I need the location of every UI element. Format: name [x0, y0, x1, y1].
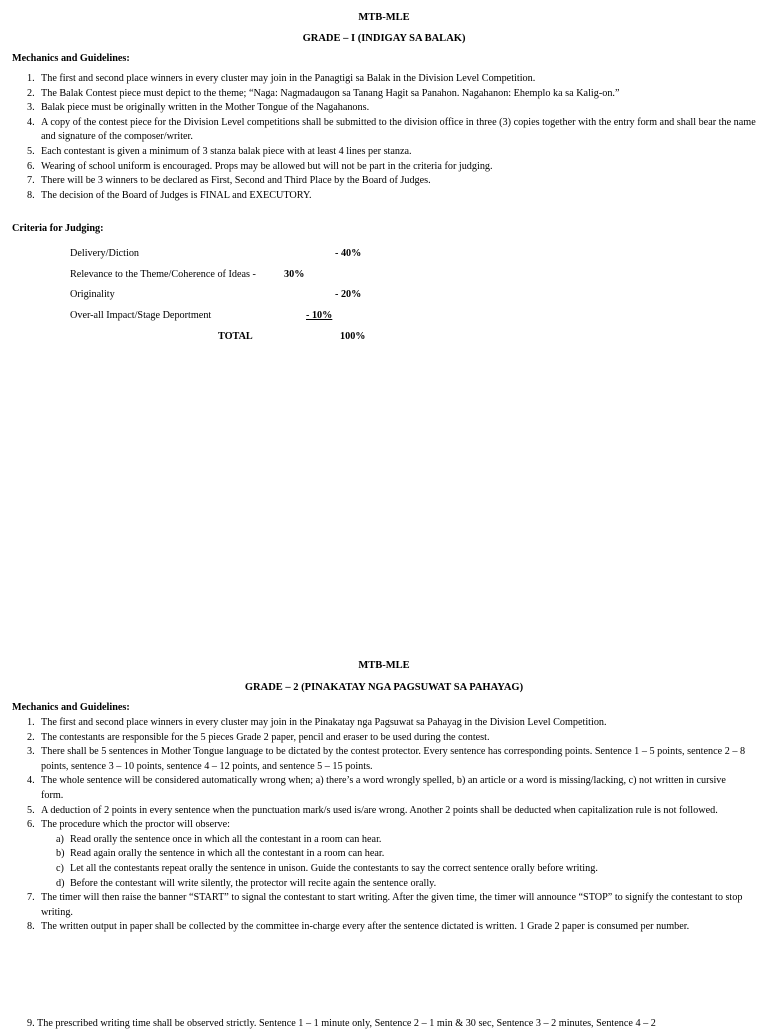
section2-heading: MTB-MLE	[358, 660, 410, 671]
list-item: 7. There will be 3 winners to be declared as First, Second and Third Place by the Board of Judges.	[27, 174, 757, 189]
section2-subheading: GRADE – 2 (PINAKATAY NGA PAGSUWAT SA PAHAYAG)	[244, 682, 524, 693]
list-item-text: The first and second place winners in every cluster may join in the Panagtigi sa Balak in the Division Level Competition.	[41, 73, 536, 84]
list-item: 4. A copy of the contest piece for the Division Level competitions shall be submitted to the division office in three (3) copies together with the entry form and shall bear the name and signature of the composer/writer.	[27, 116, 757, 145]
list-item-text: The procedure which the proctor will observe:	[41, 819, 230, 831]
list-item: 1. The first and second place winners in every cluster may join in the Pinakatay nga Pagsuwat sa Pahayag in the Division Level Competition.	[27, 716, 749, 731]
list-item: 5. A deduction of 2 points in every sentence when the punctuation mark/s used is/are wrong. Another 2 points shall be deducted when capitalization rule is not followed.	[27, 804, 749, 819]
list-item-text: There will be 3 winners to be declared as First, Second and Third Place by the Board of Judges.	[41, 175, 431, 187]
list-item: 8. The written output in paper shall be collected by the committee in-charge every after the sentence dictated is written. 1 Grade 2 paper is consumed per number.	[27, 920, 749, 935]
sub-list-item-text: Let all the contestants repeat orally the sentence in unison. Guide the contestants to say the correct sentence orally before writing.	[70, 862, 598, 874]
list-item-text: The whole sentence will be considered automatically wrong when; a) there’s a word wrongly spelled, b) an article or a word is missing/lacking, c) not written in cursive form.	[41, 775, 726, 801]
sub-list-item: b) Read again orally the sentence in which all the contestant in a room can hear.	[56, 847, 749, 862]
sub-list-item-text: Read orally the sentence once in which all the contestant in a room can hear.	[70, 833, 382, 845]
list-item: 5. Each contestant is given a minimum of 3 stanza balak piece with at least 4 lines per stanza.	[27, 145, 757, 160]
section2-guidelines-list	[27, 716, 749, 935]
list-item-text: A deduction of 2 points in every sentence when the punctuation mark/s used is/are wrong. Another 2 points shall be deducted when capitalization rule is not followed.	[41, 804, 718, 816]
list-item-text: The contestants are responsible for the 5 pieces Grade 2 paper, pencil and eraser to be used during the contest.	[41, 731, 490, 743]
list-item: 3. Balak piece must be originally written in the Mother Tongue of the Nagahanons.	[27, 101, 757, 116]
list-item-text: Each contestant is given a minimum of 3 stanza balak piece with at least 4 lines per stanza.	[41, 145, 412, 157]
section1-guidelines-list	[27, 72, 757, 203]
criteria-total-row: TOTAL 100%	[218, 331, 366, 342]
list-item-text: The Balak Contest piece must depict to the theme; “Naga: Nagmadaugon sa Tanang Hagit sa Panahon. Nagahanon: Ehemplo ka sa Kalig-on.”	[41, 87, 620, 99]
sub-list	[27, 833, 749, 891]
criteria-row: Originality - 20%	[70, 289, 362, 300]
list-item-text: The decision of the Board of Judges is FINAL and EXECUTORY.	[41, 189, 312, 201]
list-item-text: The first and second place winners in every cluster may join in the Pinakatay nga Pagsuwat sa Pahayag in the Division Level Competition.	[41, 717, 607, 728]
sub-list-item: d) Before the contestant will write silently, the protector will recite again the sentence orally.	[56, 877, 749, 892]
sub-list-item-text: Read again orally the sentence in which all the contestant in a room can hear.	[70, 848, 385, 860]
sub-list-item-text: Before the contestant will write silently, the protector will recite again the sentence orally.	[70, 877, 437, 889]
section1-heading: MTB-MLE	[358, 12, 410, 23]
section1-mechanics-label: Mechanics and Guidelines:	[12, 53, 130, 64]
list-item-text: Balak piece must be originally written in the Mother Tongue of the Nagahanons.	[41, 102, 370, 114]
list-item-text: The timer will then raise the banner “START” to signal the contestant to start writing. After the given time, the timer will announce “STOP” to signify the contestant to stop writing.	[41, 892, 743, 918]
criteria-label: Criteria for Judging:	[12, 223, 104, 234]
list-item: 6. Wearing of school uniform is encouraged. Props may be allowed but will not be part in the criteria for judging.	[27, 160, 757, 175]
list-item-text: There shall be 5 sentences in Mother Tongue language to be dictated by the contest protector. Every sentence has corresponding points. Sentence 1 – 5 points, sentence 2 – 8 points, sentence 3 – 10 points, sentence 4 – 12 points, and sentence 5 – 15 points.	[41, 746, 746, 772]
list-item: 2. The Balak Contest piece must depict to the theme; “Naga: Nagmadaugon sa Tanang Hagit sa Panahon. Nagahanon: Ehemplo ka sa Kalig-on.”	[27, 87, 757, 102]
list-item: 2. The contestants are responsible for the 5 pieces Grade 2 paper, pencil and eraser to be used during the contest.	[27, 731, 749, 746]
sub-list-item: c) Let all the contestants repeat orally the sentence in unison. Guide the contestants to say the correct sentence orally before writing.	[56, 862, 749, 877]
list-item-text: The written output in paper shall be collected by the committee in-charge every after the sentence dictated is written. 1 Grade 2 paper is consumed per number.	[41, 921, 690, 933]
cut-off-list-item: 9. The prescribed writing time shall be observed strictly. Sentence 1 – 1 minute only, Sentence 2 – 1 min & 30 sec, Sentence 3 – 2 minutes, Sentence 4 – 2	[27, 1018, 656, 1029]
list-item: 1. The first and second place winners in every cluster may join in the Panagtigi sa Balak in the Division Level Competition.	[27, 72, 757, 87]
sub-list-item: a) Read orally the sentence once in which all the contestant in a room can hear.	[56, 833, 749, 848]
list-item-text: A copy of the contest piece for the Division Level competitions shall be submitted to the division office in three (3) copies together with the entry form and shall bear the name and signature of the composer/writer.	[41, 116, 756, 143]
list-item: 8. The decision of the Board of Judges is FINAL and EXECUTORY.	[27, 189, 757, 204]
criteria-row: Delivery/Diction - 40%	[70, 248, 362, 259]
criteria-row: Relevance to the Theme/Coherence of Ideas - 30%	[70, 269, 305, 280]
list-item: 7. The timer will then raise the banner “START” to signal the contestant to start writing. After the given time, the timer will announce “STOP” to signify the contestant to stop writing.	[27, 891, 749, 920]
section2-mechanics-label: Mechanics and Guidelines:	[12, 702, 130, 713]
section1-subheading: GRADE – I (INDIGAY SA BALAK)	[302, 33, 466, 44]
list-item: 3. There shall be 5 sentences in Mother Tongue language to be dictated by the contest protector. Every sentence has corresponding points. Sentence 1 – 5 points, sentence 2 – 8 points, sentence 3 – 10 points, sentence 4 – 12 points, and sentence 5 – 15 points.	[27, 745, 749, 774]
criteria-row: Over-all Impact/Stage Deportment - 10%	[70, 310, 333, 321]
list-item-text: Wearing of school uniform is encouraged. Props may be allowed but will not be part in the criteria for judging.	[41, 160, 493, 172]
list-item: 6. The procedure which the proctor will observe:	[27, 818, 749, 833]
list-item: 4. The whole sentence will be considered automatically wrong when; a) there’s a word wrongly spelled, b) an article or a word is missing/lacking, c) not written in cursive form.	[27, 774, 749, 803]
